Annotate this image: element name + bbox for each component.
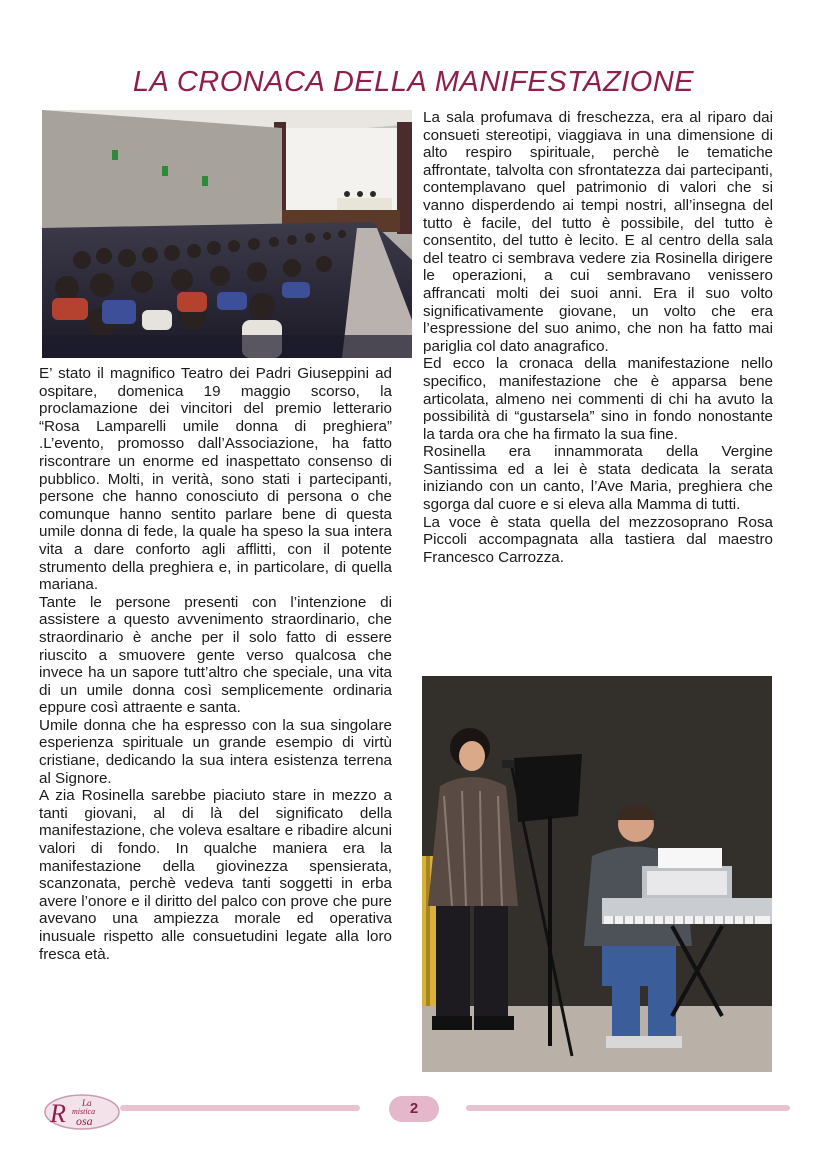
article-paragraph: La sala profumava di freschezza, era al riparo dai consueti stereotipi, viaggiava in una dimensione di alto respiro spirituale, perchè le tematiche affrontate, talvolta con sfrontatezza dai partecipanti, contemplavano quel patrimonio di valori che si vanno disperdendo ai tempi nostri, all’insegna del tutto è facile, del tutto è possibile, del tutto è consentito, del tutto è lecito. E al centro della sala del teatro ci sembrava vedere zia Rosinella dirigere le operazioni, a cui sembravano venissero affrancati molti dei suoi anni. Era il suo volto significativamente giovane, un volto che era l’espressione del suo animo, che non ha fatto mai pariglia col dato anagrafico. <box>423 109 773 355</box>
left-article-column <box>39 365 392 963</box>
footer-rule-right <box>466 1105 790 1111</box>
right-article-column <box>423 109 773 566</box>
svg-text:osa: osa <box>76 1114 93 1128</box>
article-paragraph: La voce è stata quella del mezzosoprano Rosa Piccoli accompagnata alla tastiera dal maestro Francesco Carrozza. <box>423 513 773 566</box>
article-paragraph: E’ stato il magnifico Teatro dei Padri Giuseppini ad ospitare, domenica 19 maggio scorso, la proclamazione dei vincitori del premio letterario “Rosa Lamparelli umile donna di preghiera” .L’evento, promosso dall’Associazione, ha fatto riscontrare un enorme ed inaspettato consenso di pubblico. Molti, in verità, sono stati i partecipanti, persone che hanno conosciuto di persona o che comunque hanno sentito parlare bene di questa umile donna di fede, la quale ha speso la sua intera vita a dare conforto agli afflitti, con il potente strumento della preghiera e, in particolare, di quella mariana. <box>39 365 392 594</box>
article-paragraph: Umile donna che ha espresso con la sua singolare esperienza spirituale un grande esempio di virtù cristiane, dedicando la sua intera esistenza terrena al Signore. <box>39 716 392 787</box>
singer-and-keyboard-photo <box>422 676 772 1072</box>
article-paragraph: Ed ecco la cronaca della manifestazione nello specifico, manifestazione che è apparsa bene articolata, almeno nei commenti di chi ha avuto la possibilità di “gustarsela” sino in fondo nonostante la tarda ora che ha firmato la sua fine. <box>423 355 773 443</box>
svg-text:mistica: mistica <box>72 1107 96 1116</box>
article-paragraph: Tante le persone presenti con l’intenzione di assistere a questo avvenimento straordinario, che straordinario è anche per il solo fatto di essere riuscito a smuovere gente verso qualcosa che invece ha un sapore tutt’altro che speciale, una vita di un umile donna così semplicemente ordinaria eppure così attraente e santa. <box>39 593 392 717</box>
article-paragraph: Rosinella era innammorata della Vergine Santissima ed a lei è stata dedicata la serata iniziando con un canto, l’Ave Maria, preghiera che sgorga dal cuore e si eleva alla Mamma di tutti. <box>423 443 773 514</box>
magazine-logo <box>42 1088 122 1132</box>
article-paragraph: A zia Rosinella sarebbe piaciuto stare in mezzo a tanti giovani, al di là del significato della manifestazione, che voleva esaltare e ribadire alcuni valori di fondo. In qualche maniera era la manifestazione della giovinezza spensierata, scanzonata, perchè vedeva tanti soggetti in erba avere l’onore e il diritto del palco con prove che pure avevano una ampiezza morale ed operativa inusuale rispetto alle consuetudini legate alla loro fresca età. <box>39 787 392 963</box>
theater-audience-photo <box>42 110 412 358</box>
footer-rule-left <box>120 1105 360 1111</box>
svg-text:La: La <box>82 1098 92 1108</box>
page-number-badge: 2 <box>389 1096 439 1122</box>
svg-text:R: R <box>50 1099 66 1128</box>
page-title: LA CRONACA DELLA MANIFESTAZIONE <box>132 66 695 98</box>
